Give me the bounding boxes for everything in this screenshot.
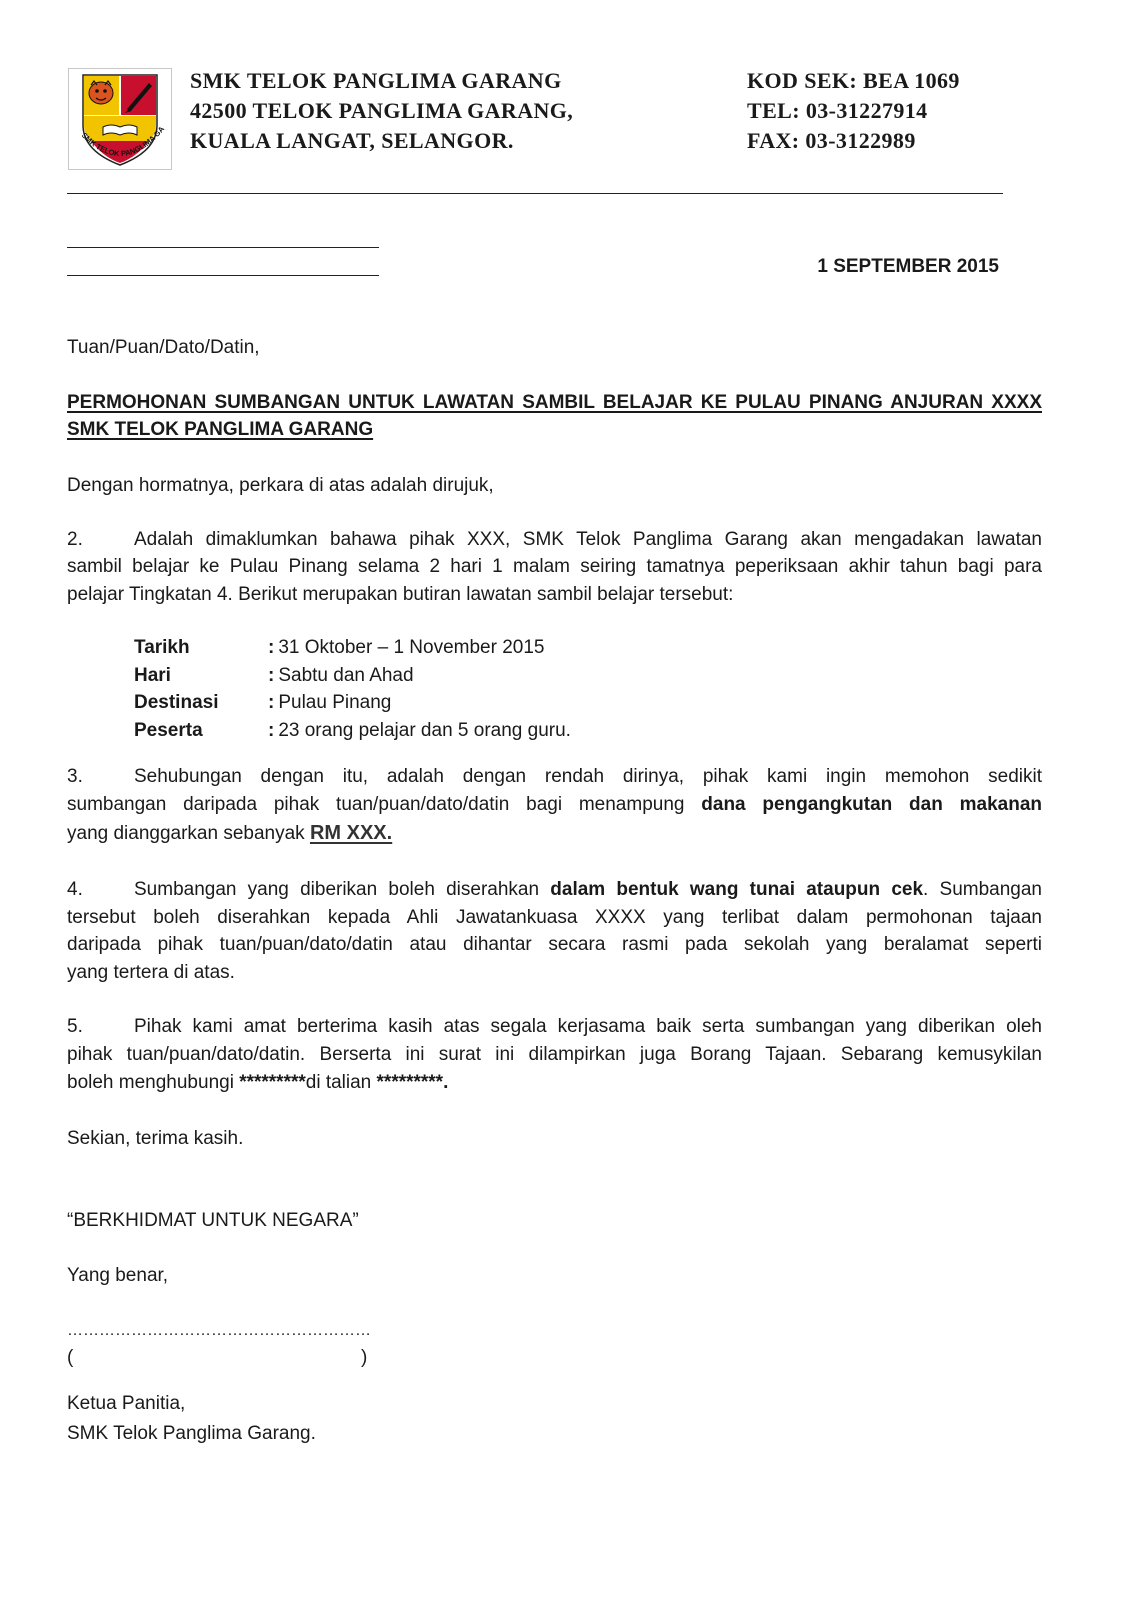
para-2-number: 2. (67, 529, 83, 550)
para-5-line-2: pihak tuan/puan/dato/datin. Berserta ini surat ini dilampirkan juga Borang Tajaan. Sebarang kemusykilan (67, 1044, 1042, 1065)
para-4-line-1 (67, 876, 1042, 904)
letterhead-address (190, 66, 573, 156)
signer-name-paren-open: ( (67, 1347, 74, 1368)
address-line-1: 42500 TELOK PANGLIMA GARANG, (190, 98, 574, 123)
para-2-text: Adalah dimaklumkan bahawa pihak XXX, SMK Telok Panglima Garang akan mengadakan lawatan (134, 529, 1042, 550)
detail-value: 23 orang pelajar dan 5 orang guru. (278, 719, 571, 741)
letterhead-contact (747, 66, 960, 156)
logo-ribbon-text: SMK TELOK PANGLIMA GA (79, 124, 167, 159)
subject-line-2: SMK TELOK PANGLIMA GARANG (67, 419, 374, 440)
para-3-number: 3. (67, 766, 83, 787)
yang-benar: Yang benar, (67, 1265, 169, 1286)
para-3-text: sumbangan daripada pihak tuan/puan/dato/datin bagi menampung (67, 794, 702, 815)
school-crest-logo (68, 68, 172, 170)
detail-value: 31 Oktober – 1 November 2015 (278, 637, 545, 658)
para-4-line-2: tersebut boleh diserahkan kepada Ahli Jawatankuasa XXXX yang terlibat dalam permohonan tajaan (67, 907, 1042, 928)
contact-name-masked: ********* (239, 1072, 306, 1093)
signer-name-paren-close: ) (361, 1347, 368, 1368)
motto: “BERKHIDMAT UNTUK NEGARA” (67, 1210, 359, 1231)
detail-row (134, 717, 571, 745)
detail-colon: : (268, 719, 275, 741)
amount-requested: RM XXX. (309, 822, 393, 844)
para-5-text: di talian (305, 1072, 377, 1093)
closing-line: Sekian, terima kasih. (67, 1128, 244, 1149)
opening-line: Dengan hormatnya, perkara di atas adalah dirujuk, (67, 475, 494, 496)
contact-phone-masked: *********. (376, 1072, 449, 1093)
school-code: KOD SEK: BEA 1069 (747, 68, 960, 93)
para-3-line-2 (67, 791, 1042, 819)
salutation: Tuan/Puan/Dato/Datin, (67, 337, 260, 358)
para-2-line-1 (67, 526, 1042, 554)
signer-organization: SMK Telok Panglima Garang. (67, 1423, 316, 1444)
school-name: SMK TELOK PANGLIMA GARANG (190, 68, 562, 93)
para-2-line-2: sambil belajar ke Pulau Pinang selama 2 hari 1 malam seiring tamatnya peperiksaan akhir tahun bagi para (67, 556, 1042, 577)
detail-colon: : (268, 637, 275, 658)
para-3-emphasis: dana pengangkutan dan makanan (701, 794, 1042, 815)
detail-colon: : (268, 664, 275, 686)
letter-date: 1 SEPTEMBER 2015 (817, 256, 999, 277)
para-4-emphasis: dalam bentuk wang tunai ataupun cek (550, 879, 924, 900)
detail-colon: : (268, 692, 275, 713)
detail-row (134, 689, 571, 717)
detail-label: Tarikh (134, 637, 190, 658)
trip-details (134, 634, 571, 744)
detail-value: Sabtu dan Ahad (278, 664, 414, 686)
recipient-blank-line (67, 247, 379, 248)
detail-row (134, 634, 571, 662)
recipient-blank-line (67, 275, 379, 276)
detail-label: Hari (134, 664, 171, 686)
detail-value: Pulau Pinang (278, 692, 392, 713)
para-3-line-3 (67, 820, 1042, 848)
letterhead-divider (67, 193, 1003, 194)
fax: FAX: 03-3122989 (747, 128, 916, 153)
telephone: TEL: 03-31227914 (747, 98, 928, 123)
para-4-number: 4. (67, 879, 83, 900)
detail-row (134, 662, 571, 690)
para-5-line-1 (67, 1013, 1042, 1041)
para-3-line-1 (67, 763, 1042, 791)
detail-label: Peserta (134, 719, 203, 741)
para-2-line-3: pelajar Tingkatan 4. Berikut merupakan butiran lawatan sambil belajar tersebut: (67, 584, 734, 605)
para-3-text: yang dianggarkan sebanyak (67, 823, 310, 844)
para-5-number: 5. (67, 1016, 83, 1037)
para-4-text: Sumbangan yang diberikan boleh diserahkan (134, 879, 551, 900)
para-4-line-4: yang tertera di atas. (67, 962, 235, 983)
detail-label: Destinasi (134, 692, 219, 713)
para-5-line-3 (67, 1069, 1042, 1097)
para-5-text: boleh menghubungi (67, 1072, 240, 1093)
para-3-text: Sehubungan dengan itu, adalah dengan rendah dirinya, pihak kami ingin memohon sedikit (134, 766, 1042, 787)
para-4-text: . Sumbangan (923, 879, 1042, 900)
address-line-2: KUALA LANGAT, SELANGOR. (190, 128, 514, 153)
para-4-line-3: daripada pihak tuan/puan/dato/datin atau dihantar secara rasmi pada sekolah yang beralamat seperti (67, 934, 1042, 955)
signer-title: Ketua Panitia, (67, 1393, 186, 1414)
signature-line: ………………………………………………… (67, 1322, 371, 1339)
para-5-text: Pihak kami amat berterima kasih atas segala kerjasama baik serta sumbangan yang diberikan oleh (134, 1016, 1042, 1037)
subject-line-1: PERMOHONAN SUMBANGAN UNTUK LAWATAN SAMBIL BELAJAR KE PULAU PINANG ANJURAN XXXX (67, 392, 1042, 413)
